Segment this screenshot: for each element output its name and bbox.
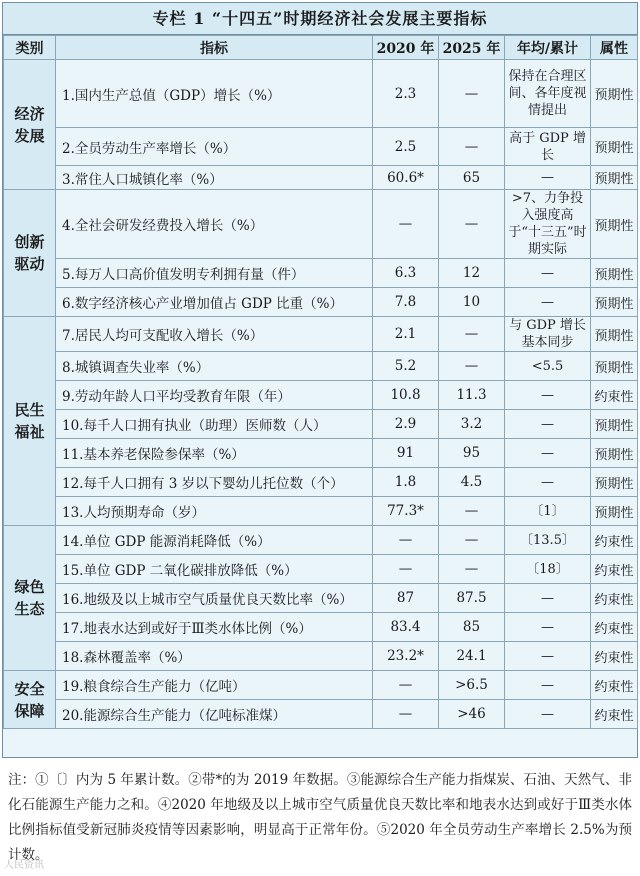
header-row [4, 36, 638, 60]
table-row [4, 497, 638, 526]
value-2025-cell: — [439, 555, 505, 584]
attribute-cell: 预期性 [591, 439, 638, 468]
attribute-cell: 预期性 [591, 410, 638, 439]
value-2020-cell: 6.3 [373, 259, 439, 288]
table-row [4, 700, 638, 729]
value-2020-cell: 60.6* [373, 166, 439, 190]
table-row [4, 381, 638, 410]
indicator-cell: 1.国内生产总值（GDP）增长（%） [56, 60, 373, 128]
attribute-cell: 预期性 [591, 166, 638, 190]
category-cell: 绿色生态 [4, 526, 56, 671]
header-attribute: 属性 [591, 36, 638, 60]
indicator-cell: 2.全员劳动生产率增长（%） [56, 128, 373, 166]
attribute-cell: 预期性 [591, 288, 638, 317]
attribute-cell: 约束性 [591, 700, 638, 729]
category-cell: 创新驱动 [4, 190, 56, 317]
attribute-cell: 约束性 [591, 555, 638, 584]
indicator-cell: 15.单位 GDP 二氧化碳排放降低（%） [56, 555, 373, 584]
table-row [4, 128, 638, 166]
value-2025-cell: 11.3 [439, 381, 505, 410]
value-2025-cell: — [439, 128, 505, 166]
table-row [4, 555, 638, 584]
value-2020-cell: 83.4 [373, 613, 439, 642]
annual-cumulative-cell: 高于 GDP 增长 [505, 128, 591, 166]
table-row [4, 584, 638, 613]
header-annual: 年均/累计 [505, 36, 591, 60]
indicator-cell: 20.能源综合生产能力（亿吨标准煤） [56, 700, 373, 729]
attribute-cell: 约束性 [591, 642, 638, 671]
header-indicator: 指标 [56, 36, 373, 60]
annual-cumulative-cell: 〔13.5〕 [505, 526, 591, 555]
annual-cumulative-cell: — [505, 642, 591, 671]
indicator-cell: 19.粮食综合生产能力（亿吨） [56, 671, 373, 700]
category-cell: 安全保障 [4, 671, 56, 729]
attribute-cell: 预期性 [591, 317, 638, 352]
indicator-cell: 11.基本养老保险参保率（%） [56, 439, 373, 468]
annual-cumulative-cell: 保持在合理区间、各年度视情提出 [505, 60, 591, 128]
annual-cumulative-cell: — [505, 613, 591, 642]
indicator-cell: 16.地级及以上城市空气质量优良天数比率（%） [56, 584, 373, 613]
value-2025-cell: 24.1 [439, 642, 505, 671]
attribute-cell: 预期性 [591, 497, 638, 526]
indicator-cell: 7.居民人均可支配收入增长（%） [56, 317, 373, 352]
value-2025-cell: — [439, 60, 505, 128]
value-2025-cell: — [439, 352, 505, 381]
value-2025-cell: >6.5 [439, 671, 505, 700]
value-2020-cell: — [373, 190, 439, 259]
value-2020-cell: 2.9 [373, 410, 439, 439]
value-2020-cell: 5.2 [373, 352, 439, 381]
value-2025-cell: — [439, 190, 505, 259]
annual-cumulative-cell: >7、力争投入强度高于“十三五”时期实际 [505, 190, 591, 259]
attribute-cell: 约束性 [591, 584, 638, 613]
table-row [4, 439, 638, 468]
value-2020-cell: 87 [373, 584, 439, 613]
table-row [4, 352, 638, 381]
table-title: 专栏 1 “十四五”时期经济社会发展主要指标 [3, 3, 637, 35]
value-2025-cell: — [439, 497, 505, 526]
value-2020-cell: — [373, 700, 439, 729]
annual-cumulative-cell: — [505, 259, 591, 288]
indicator-cell: 5.每万人口高价值发明专利拥有量（件） [56, 259, 373, 288]
attribute-cell: 预期性 [591, 190, 638, 259]
annual-cumulative-cell: — [505, 381, 591, 410]
annual-cumulative-cell: 与 GDP 增长基本同步 [505, 317, 591, 352]
value-2025-cell: 10 [439, 288, 505, 317]
value-2020-cell: 91 [373, 439, 439, 468]
value-2025-cell: >46 [439, 700, 505, 729]
table-row [4, 642, 638, 671]
value-2025-cell: 95 [439, 439, 505, 468]
annual-cumulative-cell: — [505, 166, 591, 190]
table-row [4, 60, 638, 128]
annual-cumulative-cell: — [505, 671, 591, 700]
header-2020: 2020 年 [373, 36, 439, 60]
annual-cumulative-cell: — [505, 700, 591, 729]
annual-cumulative-cell: — [505, 439, 591, 468]
indicator-cell: 6.数字经济核心产业增加值占 GDP 比重（%） [56, 288, 373, 317]
annual-cumulative-cell: — [505, 410, 591, 439]
table-row [4, 671, 638, 700]
value-2020-cell: 77.3* [373, 497, 439, 526]
indicator-cell: 17.地表水达到或好于Ⅲ类水体比例（%） [56, 613, 373, 642]
attribute-cell: 约束性 [591, 671, 638, 700]
indicator-cell: 14.单位 GDP 能源消耗降低（%） [56, 526, 373, 555]
value-2025-cell: 3.2 [439, 410, 505, 439]
table-row [4, 166, 638, 190]
indicators-table [3, 35, 638, 729]
indicator-cell: 9.劳动年龄人口平均受教育年限（年） [56, 381, 373, 410]
category-cell: 经济发展 [4, 60, 56, 190]
value-2020-cell: 1.8 [373, 468, 439, 497]
value-2025-cell: 85 [439, 613, 505, 642]
indicator-cell: 8.城镇调查失业率（%） [56, 352, 373, 381]
value-2020-cell: 7.8 [373, 288, 439, 317]
value-2025-cell: 87.5 [439, 584, 505, 613]
table-notes: 注：①〔〕内为 5 年累计数。②带*的为 2019 年数据。③能源综合生产能力指煤炭、石油、天然气、非化石能源生产能力之和。④2020 年地级及以上城市空气质量优良天数比率和地表水达到或好于Ⅲ类水体比例指标值受新冠肺炎疫情等因素影响，明显高于正常年份。⑤2020 年全员劳动生产率增长 2.5%为预计数。 [8, 772, 632, 863]
indicator-cell: 3.常住人口城镇化率（%） [56, 166, 373, 190]
header-2025: 2025 年 [439, 36, 505, 60]
table-row [4, 526, 638, 555]
annual-cumulative-cell: <5.5 [505, 352, 591, 381]
value-2020-cell: 2.1 [373, 317, 439, 352]
value-2020-cell: — [373, 555, 439, 584]
header-category: 类别 [4, 36, 56, 60]
value-2020-cell: — [373, 526, 439, 555]
watermark-text: 人民资讯 [4, 860, 44, 871]
attribute-cell: 约束性 [591, 526, 638, 555]
attribute-cell: 约束性 [591, 381, 638, 410]
value-2020-cell: 2.3 [373, 60, 439, 128]
attribute-cell: 预期性 [591, 60, 638, 128]
category-cell: 民生福祉 [4, 317, 56, 526]
value-2020-cell: 2.5 [373, 128, 439, 166]
indicator-table-panel [2, 2, 638, 758]
indicator-cell: 12.每千人口拥有 3 岁以下婴幼儿托位数（个） [56, 468, 373, 497]
annual-cumulative-cell: — [505, 288, 591, 317]
table-row [4, 288, 638, 317]
annual-cumulative-cell: 〔1〕 [505, 497, 591, 526]
indicator-cell: 4.全社会研发经费投入增长（%） [56, 190, 373, 259]
value-2020-cell: 10.8 [373, 381, 439, 410]
attribute-cell: 约束性 [591, 613, 638, 642]
attribute-cell: 预期性 [591, 468, 638, 497]
table-row [4, 190, 638, 259]
attribute-cell: 预期性 [591, 128, 638, 166]
annual-cumulative-cell: — [505, 468, 591, 497]
value-2025-cell: — [439, 526, 505, 555]
table-row [4, 613, 638, 642]
value-2025-cell: 4.5 [439, 468, 505, 497]
table-body [4, 60, 638, 729]
value-2025-cell: 65 [439, 166, 505, 190]
attribute-cell: 预期性 [591, 352, 638, 381]
annual-cumulative-cell: 〔18〕 [505, 555, 591, 584]
attribute-cell: 预期性 [591, 259, 638, 288]
indicator-cell: 10.每千人口拥有执业（助理）医师数（人） [56, 410, 373, 439]
value-2020-cell: — [373, 671, 439, 700]
table-row [4, 410, 638, 439]
table-row [4, 468, 638, 497]
table-row [4, 259, 638, 288]
table-row [4, 317, 638, 352]
indicator-cell: 13.人均预期寿命（岁） [56, 497, 373, 526]
value-2025-cell: — [439, 317, 505, 352]
value-2020-cell: 23.2* [373, 642, 439, 671]
annual-cumulative-cell: — [505, 584, 591, 613]
value-2025-cell: 12 [439, 259, 505, 288]
indicator-cell: 18.森林覆盖率（%） [56, 642, 373, 671]
